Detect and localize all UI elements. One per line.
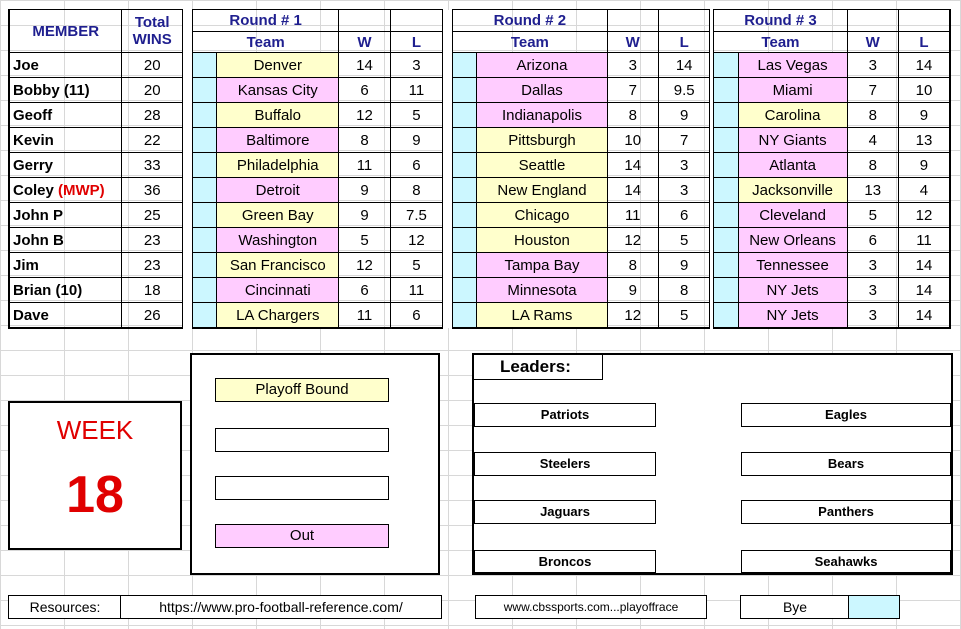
total-wins: 20 [122, 78, 183, 103]
table-row [9, 103, 950, 128]
team-losses: 9 [898, 103, 950, 128]
team-losses: 13 [898, 128, 950, 153]
team-losses: 12 [390, 228, 442, 253]
bye-marker-cell [453, 303, 477, 329]
standings-table [8, 9, 951, 329]
header-w-1: W [339, 32, 390, 53]
header-member: MEMBER [9, 10, 122, 53]
member-name: Kevin [9, 128, 122, 153]
team-pick: Tennessee [738, 253, 847, 278]
team-pick: Atlanta [738, 153, 847, 178]
leader-left-4: Broncos [474, 550, 656, 573]
bye-marker-cell [193, 53, 217, 78]
team-wins: 11 [607, 203, 658, 228]
bye-color-swatch [848, 595, 900, 619]
team-pick: Tampa Bay [477, 253, 607, 278]
total-wins: 20 [122, 53, 183, 78]
leader-right-3: Panthers [741, 500, 951, 524]
header-l-2: L [658, 32, 709, 53]
team-losses: 9 [658, 253, 709, 278]
bye-marker-cell [714, 253, 738, 278]
team-wins: 14 [607, 178, 658, 203]
team-pick: Houston [477, 228, 607, 253]
team-wins: 6 [339, 278, 390, 303]
team-wins: 7 [607, 78, 658, 103]
team-wins: 6 [339, 78, 390, 103]
header-l-1: L [390, 32, 442, 53]
leader-right-1: Eagles [741, 403, 951, 427]
total-wins: 22 [122, 128, 183, 153]
table-row [9, 203, 950, 228]
team-wins: 7 [847, 78, 898, 103]
table-row [9, 178, 950, 203]
team-losses: 11 [390, 278, 442, 303]
bye-marker-cell [714, 278, 738, 303]
team-losses: 9.5 [658, 78, 709, 103]
team-losses: 3 [658, 153, 709, 178]
bye-marker-cell [714, 178, 738, 203]
bye-marker-cell [193, 128, 217, 153]
total-wins: 26 [122, 303, 183, 329]
team-losses: 5 [390, 103, 442, 128]
team-wins: 3 [847, 253, 898, 278]
table-row [9, 78, 950, 103]
member-name: Brian (10) [9, 278, 122, 303]
resource-link-pfr[interactable]: https://www.pro-football-reference.com/ [120, 595, 442, 619]
bye-marker-cell [453, 178, 477, 203]
header-round-2: Round # 2 [453, 10, 607, 32]
team-pick: LA Chargers [217, 303, 339, 329]
table-row [9, 303, 950, 329]
team-pick: Denver [217, 53, 339, 78]
member-name: Bobby (11) [9, 78, 122, 103]
team-wins: 9 [339, 203, 390, 228]
bye-marker-cell [714, 78, 738, 103]
team-wins: 12 [607, 228, 658, 253]
team-losses: 5 [390, 253, 442, 278]
team-losses: 6 [658, 203, 709, 228]
bye-marker-cell [453, 128, 477, 153]
team-pick: NY Jets [738, 278, 847, 303]
bye-marker-cell [193, 153, 217, 178]
team-wins: 3 [847, 278, 898, 303]
table-row [9, 53, 950, 78]
team-wins: 13 [847, 178, 898, 203]
total-wins: 36 [122, 178, 183, 203]
bye-marker-cell [193, 103, 217, 128]
resource-link-cbs[interactable]: www.cbssports.com...playoffrace [475, 595, 707, 619]
team-wins: 12 [339, 103, 390, 128]
team-pick: Seattle [477, 153, 607, 178]
team-losses: 11 [898, 228, 950, 253]
team-pick: Washington [217, 228, 339, 253]
team-pick: NY Giants [738, 128, 847, 153]
team-pick: Indianapolis [477, 103, 607, 128]
team-wins: 6 [847, 228, 898, 253]
header-l-3: L [898, 32, 950, 53]
team-pick: Miami [738, 78, 847, 103]
member-name: Jim [9, 253, 122, 278]
mwp-badge: (MWP) [58, 181, 105, 199]
team-losses: 7.5 [390, 203, 442, 228]
leader-left-3: Jaguars [474, 500, 656, 524]
week-label: WEEK [56, 415, 134, 445]
team-losses: 6 [390, 303, 442, 329]
team-wins: 3 [607, 53, 658, 78]
bye-marker-cell [714, 303, 738, 329]
leader-right-2: Bears [741, 452, 951, 476]
team-losses: 14 [898, 253, 950, 278]
team-losses: 8 [658, 278, 709, 303]
team-pick: Las Vegas [738, 53, 847, 78]
legend-empty-1 [215, 428, 389, 452]
bye-marker-cell [193, 253, 217, 278]
bye-marker-cell [453, 203, 477, 228]
team-pick: Philadelphia [217, 153, 339, 178]
team-pick: Carolina [738, 103, 847, 128]
bye-marker-cell [193, 228, 217, 253]
member-name: John B [9, 228, 122, 253]
legend-playoff-bound: Playoff Bound [215, 378, 389, 402]
total-wins: 18 [122, 278, 183, 303]
total-wins: 23 [122, 253, 183, 278]
leader-right-4: Seahawks [741, 550, 951, 573]
bye-marker-cell [714, 103, 738, 128]
team-wins: 9 [339, 178, 390, 203]
bye-marker-cell [714, 128, 738, 153]
total-wins: 25 [122, 203, 183, 228]
team-losses: 5 [658, 303, 709, 329]
table-row [9, 153, 950, 178]
member-name: Joe [9, 53, 122, 78]
team-losses: 9 [898, 153, 950, 178]
team-losses: 12 [898, 203, 950, 228]
team-pick: New Orleans [738, 228, 847, 253]
bye-marker-cell [453, 228, 477, 253]
legend-box [190, 353, 440, 575]
bye-marker-cell [453, 278, 477, 303]
team-wins: 5 [847, 203, 898, 228]
total-wins: 33 [122, 153, 183, 178]
team-pick: Green Bay [217, 203, 339, 228]
total-wins: 23 [122, 228, 183, 253]
leader-left-1: Patriots [474, 403, 656, 427]
bye-marker-cell [193, 278, 217, 303]
header-team-2: Team [453, 32, 607, 53]
team-wins: 8 [847, 103, 898, 128]
member-name: Gerry [9, 153, 122, 178]
bye-marker-cell [714, 228, 738, 253]
team-pick: Dallas [477, 78, 607, 103]
team-pick: Buffalo [217, 103, 339, 128]
team-pick: Pittsburgh [477, 128, 607, 153]
team-pick: Minnesota [477, 278, 607, 303]
team-pick: NY Jets [738, 303, 847, 329]
team-pick: Baltimore [217, 128, 339, 153]
team-wins: 8 [847, 153, 898, 178]
team-wins: 3 [847, 53, 898, 78]
team-losses: 14 [658, 53, 709, 78]
team-wins: 14 [607, 153, 658, 178]
leaders-title: Leaders: [500, 357, 571, 376]
team-pick: Detroit [217, 178, 339, 203]
header-team-3: Team [714, 32, 847, 53]
team-pick: Cincinnati [217, 278, 339, 303]
bye-marker-cell [714, 53, 738, 78]
team-wins: 3 [847, 303, 898, 329]
team-wins: 8 [607, 103, 658, 128]
header-team-1: Team [193, 32, 339, 53]
bye-marker-cell [193, 78, 217, 103]
team-losses: 3 [658, 178, 709, 203]
team-losses: 5 [658, 228, 709, 253]
team-losses: 14 [898, 278, 950, 303]
leaders-box [472, 353, 953, 575]
table-row [9, 278, 950, 303]
team-pick: Cleveland [738, 203, 847, 228]
team-wins: 11 [339, 303, 390, 329]
bye-marker-cell [453, 153, 477, 178]
member-name: Coley (MWP) [9, 178, 122, 203]
legend-out: Out [215, 524, 389, 548]
leader-left-2: Steelers [474, 452, 656, 476]
team-losses: 6 [390, 153, 442, 178]
team-wins: 10 [607, 128, 658, 153]
header-w-3: W [847, 32, 898, 53]
header-round-1: Round # 1 [193, 10, 339, 32]
team-wins: 8 [339, 128, 390, 153]
bye-marker-cell [714, 153, 738, 178]
bye-marker-cell [453, 78, 477, 103]
team-wins: 9 [607, 278, 658, 303]
bye-marker-cell [714, 203, 738, 228]
bye-marker-cell [193, 303, 217, 329]
bye-marker-cell [193, 203, 217, 228]
bye-marker-cell [453, 103, 477, 128]
team-wins: 11 [339, 153, 390, 178]
team-wins: 5 [339, 228, 390, 253]
team-losses: 11 [390, 78, 442, 103]
total-wins: 28 [122, 103, 183, 128]
team-pick: LA Rams [477, 303, 607, 329]
week-number: 18 [66, 466, 124, 524]
resources-label: Resources: [8, 595, 122, 619]
team-losses: 14 [898, 53, 950, 78]
team-pick: Chicago [477, 203, 607, 228]
team-wins: 8 [607, 253, 658, 278]
bye-label: Bye [740, 595, 850, 619]
team-losses: 3 [390, 53, 442, 78]
header-w-2: W [607, 32, 658, 53]
team-losses: 7 [658, 128, 709, 153]
member-name: Dave [9, 303, 122, 329]
team-losses: 14 [898, 303, 950, 329]
table-row [9, 128, 950, 153]
legend-empty-2 [215, 476, 389, 500]
week-box [8, 401, 182, 550]
bye-marker-cell [453, 53, 477, 78]
bye-marker-cell [453, 253, 477, 278]
bye-marker-cell [193, 178, 217, 203]
team-pick: San Francisco [217, 253, 339, 278]
team-wins: 12 [339, 253, 390, 278]
team-losses: 8 [390, 178, 442, 203]
team-wins: 12 [607, 303, 658, 329]
table-row [9, 253, 950, 278]
team-pick: Jacksonville [738, 178, 847, 203]
team-pick: New England [477, 178, 607, 203]
table-row [9, 228, 950, 253]
team-losses: 9 [390, 128, 442, 153]
member-name: John P [9, 203, 122, 228]
header-round-3: Round # 3 [714, 10, 847, 32]
team-pick: Kansas City [217, 78, 339, 103]
team-losses: 4 [898, 178, 950, 203]
team-losses: 10 [898, 78, 950, 103]
team-wins: 4 [847, 128, 898, 153]
team-pick: Arizona [477, 53, 607, 78]
header-total-wins: Total WINS [122, 10, 183, 53]
team-wins: 14 [339, 53, 390, 78]
member-name: Geoff [9, 103, 122, 128]
team-losses: 9 [658, 103, 709, 128]
